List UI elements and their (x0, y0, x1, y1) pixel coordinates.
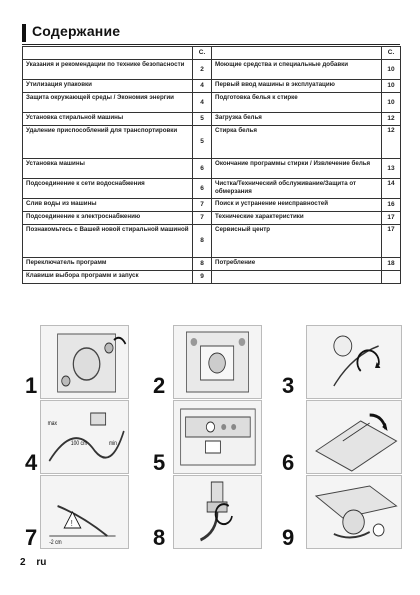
entry-page: 5 (193, 126, 212, 159)
entry-page: 4 (193, 93, 212, 113)
entry-title: Загрузка белья (212, 113, 382, 126)
entry-title: Подсоединение к сети водоснабжения (23, 179, 193, 199)
entry-title: Указания и рекомендации по технике безопасности (23, 60, 193, 80)
table-row (23, 199, 401, 212)
entry-title: Окончание программы стирки / Извлечение белья (212, 159, 382, 179)
contents-table (22, 46, 401, 284)
entry-page: 14 (382, 179, 401, 199)
entry-title (212, 271, 382, 284)
entry-title: Установка стиральной машины (23, 113, 193, 126)
entry-title: Удаление приспособлений для транспортировки (23, 126, 193, 159)
table-row (23, 258, 401, 271)
entry-title: Переключатель программ (23, 258, 193, 271)
illustration-image (173, 400, 262, 474)
figure-number: 3 (282, 373, 295, 398)
page-col-header: С. (193, 47, 212, 60)
entry-title: Моющие средства и специальные добавки (212, 60, 382, 80)
table-row (23, 159, 401, 179)
illustration-image (306, 475, 402, 549)
entry-page: 16 (382, 199, 401, 212)
entry-page: 9 (193, 271, 212, 284)
entry-page: 10 (382, 60, 401, 80)
table-row (23, 212, 401, 225)
figure-number: 5 (153, 450, 166, 475)
table-header-cell (23, 47, 193, 60)
entry-title: Защита окружающей среды / Экономия энергии (23, 93, 193, 113)
figure-number: 2 (153, 373, 166, 398)
table-row (23, 179, 401, 199)
entry-title: Технические характеристики (212, 212, 382, 225)
entry-page: 7 (193, 199, 212, 212)
entry-page: 17 (382, 212, 401, 225)
table-row (23, 113, 401, 126)
entry-page: 10 (382, 93, 401, 113)
entry-title: Первый ввод машины в эксплуатацию (212, 80, 382, 93)
table-header-row (23, 47, 401, 60)
entry-title: Клавиши выбора программ и запуск (23, 271, 193, 284)
page-number: 2 (20, 557, 26, 568)
page-title: Содержание (32, 23, 121, 39)
table-row (23, 80, 401, 93)
table-row (23, 93, 401, 113)
entry-title: Слив воды из машины (23, 199, 193, 212)
entry-page: 17 (382, 225, 401, 258)
entry-page: 8 (193, 258, 212, 271)
figure-number: 1 (25, 373, 38, 398)
table-header-cell (212, 47, 382, 60)
illustration-image (40, 400, 129, 474)
illustration-image (173, 325, 262, 399)
svg-text:max: max (47, 420, 58, 428)
entry-page: 6 (193, 159, 212, 179)
page-footer (20, 557, 54, 568)
svg-text:min: min (108, 440, 117, 448)
illustration-image (306, 400, 402, 474)
entry-page: 18 (382, 258, 401, 271)
figure-number: 8 (153, 525, 166, 550)
table-row (23, 60, 401, 80)
entry-page: 7 (193, 212, 212, 225)
entry-page: 2 (193, 60, 212, 80)
table-row (23, 126, 401, 159)
entry-page: 12 (382, 113, 401, 126)
entry-title: Потребление (212, 258, 382, 271)
page-col-header: С. (382, 47, 401, 60)
table-row (23, 225, 401, 258)
entry-page: 13 (382, 159, 401, 179)
entry-title: Познакомьтесь с Вашей новой стиральной машиной (23, 225, 193, 258)
entry-title: Подготовка белья к стирке (212, 93, 382, 113)
figure-number: 9 (282, 525, 295, 550)
entry-title: Сервисный центр (212, 225, 382, 258)
svg-text:!: ! (70, 518, 73, 529)
header-bar (22, 24, 26, 42)
entry-title: Установка машины (23, 159, 193, 179)
illustration-image (40, 325, 129, 399)
svg-text:-2 cm: -2 cm (49, 539, 62, 547)
figure-number: 6 (282, 450, 295, 475)
header-rule (22, 44, 400, 45)
illustration-image (40, 475, 129, 549)
entry-page: 10 (382, 80, 401, 93)
entry-title: Подсоединение к электроснабжению (23, 212, 193, 225)
entry-title: Чистка/Технический обслуживание/Защита от обмерзания (212, 179, 382, 199)
entry-title: Утилизация упаковки (23, 80, 193, 93)
entry-page: 8 (193, 225, 212, 258)
figure-number: 4 (25, 450, 38, 475)
entry-title: Поиск и устранение неисправностей (212, 199, 382, 212)
entry-page: 4 (193, 80, 212, 93)
illustration-image (173, 475, 262, 549)
entry-page: 12 (382, 126, 401, 159)
language-code: ru (36, 557, 47, 568)
table-row (23, 271, 401, 284)
entry-title: Стирка белья (212, 126, 382, 159)
entry-page: 5 (193, 113, 212, 126)
entry-page: 6 (193, 179, 212, 199)
svg-text:100 cm: 100 cm (70, 440, 88, 448)
figure-number: 7 (25, 525, 38, 550)
illustration-image (306, 325, 402, 399)
entry-page (382, 271, 401, 284)
section-header (22, 22, 400, 44)
